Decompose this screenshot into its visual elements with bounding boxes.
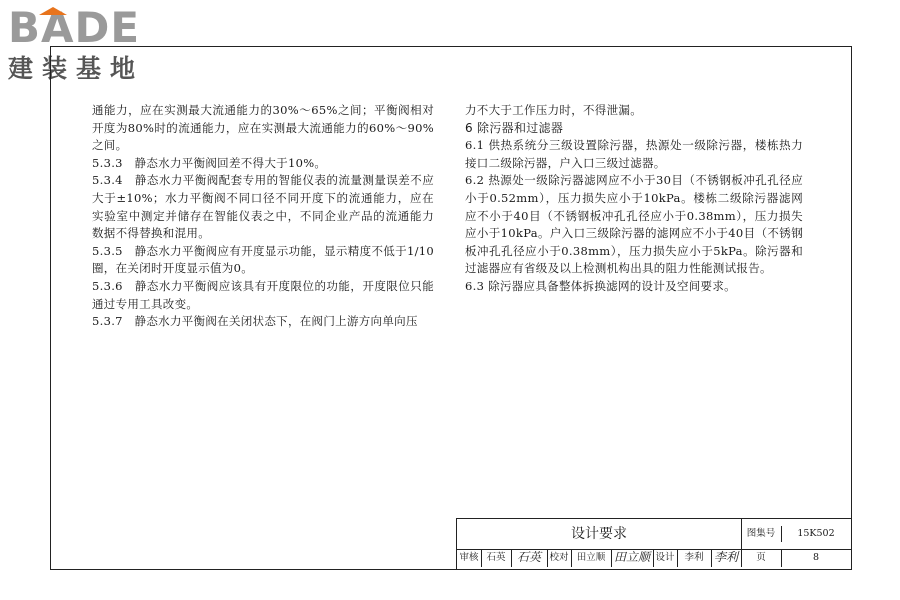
title-block [456, 518, 851, 569]
paragraph: 5.3.5 静态水力平衡阀应有开度显示功能，显示精度不低于1/10圈，在关闭时开度显示值为0。 [92, 243, 434, 276]
logo-accent-mark [39, 7, 67, 15]
right-text-column [465, 102, 803, 296]
paragraph: 通能力，应在实测最大流通能力的30%～65%之间；平衡阀相对开度为80%时的流通能力，应在实测最大流通能力的60%～90%之间。 [92, 103, 434, 153]
check-label: 校对 [549, 552, 569, 563]
paragraph: 5.3.7 静态水力平衡阀在关闭状态下，在阀门上游方向单向压 [92, 314, 418, 329]
logo-subtitle: 建装基地 [8, 54, 145, 83]
logo-wordmark: BADE [8, 3, 141, 52]
designer-signature: 李利 [713, 550, 738, 564]
checker-name: 田立顺 [576, 552, 606, 563]
atlas-number: 15K502 [797, 528, 835, 539]
left-text-column [92, 102, 434, 331]
atlas-label: 图集号 [741, 526, 782, 542]
paragraph: 6.1 供热系统分三级设置除污器，热源处一级除污器，楼栋热力接口二级除污器，户入口三级过滤器。 [465, 138, 803, 170]
design-label: 设计 [655, 552, 675, 563]
paragraph: 5.3.3 静态水力平衡阀回差不得大于10%。 [92, 155, 327, 170]
paragraph: 6.3 除污器应具备整体拆换滤网的设计及空间要求。 [465, 278, 736, 293]
checker-signature: 田立顺 [613, 550, 650, 564]
reviewer-name: 石英 [486, 552, 506, 563]
drawing-title: 设计要求 [457, 519, 742, 549]
reviewer-signature: 石英 [516, 550, 541, 564]
paragraph: 5.3.4 静态水力平衡阀配套专用的智能仪表的流量测量误差不应大于±10%；水力平衡阀不同口径不同开度下的流通能力，应在实验室中测定并储存在智能仪表之中，不同企业产品的流通能力数据不得替换和混用。 [92, 173, 434, 241]
paragraph: 6.2 热源处一级除污器滤网应不小于30目（不锈钢板冲孔孔径应小于0.52mm），压力损失应小于10kPa。楼栋二级除污器滤网应不小于40目（不锈钢板冲孔孔径应小于0.38mm），压力损失应小于10kPa。户入口三级除污器的滤网应不小于40目（不锈钢板冲孔孔径应小于0.38mm），压力损失应小于5kPa。除污器和过滤器应有省级及以上检测机构出具的阻力性能测试报告。 [465, 173, 803, 276]
review-label: 审核 [459, 552, 479, 563]
paragraph: 5.3.6 静态水力平衡阀应该具有开度限位的功能，开度限位只能通过专用工具改变。 [92, 278, 434, 311]
designer-name: 李利 [684, 552, 704, 563]
page-label: 页 [756, 552, 766, 563]
page-number: 8 [812, 552, 820, 563]
paragraph: 力不大于工作压力时，不得泄漏。 [465, 103, 642, 117]
section-heading: 6 除污器和过滤器 [465, 120, 564, 135]
